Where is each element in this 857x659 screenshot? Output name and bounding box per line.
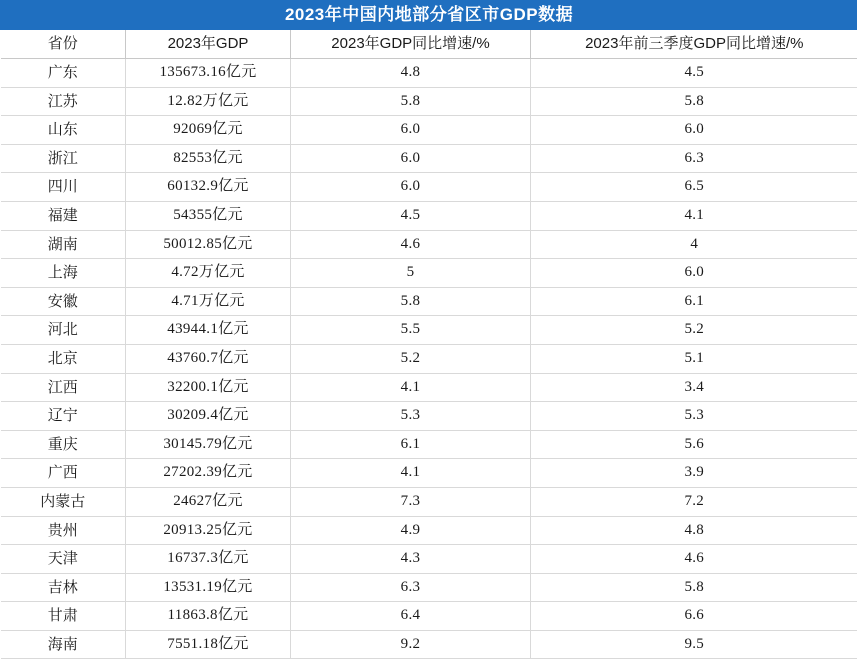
table-row (1, 630, 857, 659)
cell-q3-growth-rate: 4.1 (531, 201, 857, 230)
cell-gdp: 11863.8亿元 (126, 602, 291, 631)
table-row (1, 602, 857, 631)
cell-q3-growth-rate: 4.5 (531, 59, 857, 88)
table-row (1, 344, 857, 373)
table-row (1, 87, 857, 116)
table-row (1, 287, 857, 316)
cell-growth-rate: 4.1 (291, 459, 531, 488)
table-title: 2023年中国内地部分省区市GDP数据 (1, 1, 857, 30)
cell-growth-rate: 5.2 (291, 344, 531, 373)
cell-province: 湖南 (1, 230, 126, 259)
cell-province: 天津 (1, 545, 126, 574)
cell-q3-growth-rate: 5.8 (531, 87, 857, 116)
column-header-province: 省份 (1, 30, 126, 59)
cell-growth-rate: 4.3 (291, 545, 531, 574)
cell-province: 吉林 (1, 573, 126, 602)
cell-province: 重庆 (1, 430, 126, 459)
cell-growth-rate: 4.8 (291, 59, 531, 88)
cell-q3-growth-rate: 5.6 (531, 430, 857, 459)
cell-province: 江西 (1, 373, 126, 402)
cell-province: 河北 (1, 316, 126, 345)
cell-gdp: 4.72万亿元 (126, 259, 291, 288)
table-row (1, 545, 857, 574)
cell-growth-rate: 6.4 (291, 602, 531, 631)
cell-growth-rate: 5.5 (291, 316, 531, 345)
cell-q3-growth-rate: 6.3 (531, 144, 857, 173)
cell-gdp: 43760.7亿元 (126, 344, 291, 373)
cell-gdp: 30209.4亿元 (126, 402, 291, 431)
table-row (1, 573, 857, 602)
cell-q3-growth-rate: 5.2 (531, 316, 857, 345)
cell-growth-rate: 6.1 (291, 430, 531, 459)
cell-province: 浙江 (1, 144, 126, 173)
cell-gdp: 24627亿元 (126, 487, 291, 516)
cell-gdp: 4.71万亿元 (126, 287, 291, 316)
cell-gdp: 13531.19亿元 (126, 573, 291, 602)
cell-province: 山东 (1, 116, 126, 145)
cell-gdp: 30145.79亿元 (126, 430, 291, 459)
cell-gdp: 27202.39亿元 (126, 459, 291, 488)
cell-growth-rate: 4.9 (291, 516, 531, 545)
cell-gdp: 50012.85亿元 (126, 230, 291, 259)
cell-growth-rate: 5.3 (291, 402, 531, 431)
cell-q3-growth-rate: 7.2 (531, 487, 857, 516)
cell-growth-rate: 4.6 (291, 230, 531, 259)
cell-growth-rate: 5.8 (291, 287, 531, 316)
cell-province: 北京 (1, 344, 126, 373)
cell-q3-growth-rate: 6.0 (531, 116, 857, 145)
table-row (1, 459, 857, 488)
cell-province: 贵州 (1, 516, 126, 545)
table-row (1, 116, 857, 145)
cell-gdp: 60132.9亿元 (126, 173, 291, 202)
table-row (1, 230, 857, 259)
cell-gdp: 54355亿元 (126, 201, 291, 230)
cell-province: 广西 (1, 459, 126, 488)
cell-q3-growth-rate: 6.5 (531, 173, 857, 202)
cell-growth-rate: 6.0 (291, 173, 531, 202)
cell-growth-rate: 9.2 (291, 630, 531, 659)
cell-growth-rate: 6.0 (291, 144, 531, 173)
cell-q3-growth-rate: 6.6 (531, 602, 857, 631)
cell-growth-rate: 6.3 (291, 573, 531, 602)
cell-q3-growth-rate: 4 (531, 230, 857, 259)
table-row (1, 373, 857, 402)
cell-province: 福建 (1, 201, 126, 230)
cell-province: 四川 (1, 173, 126, 202)
cell-gdp: 135673.16亿元 (126, 59, 291, 88)
cell-province: 内蒙古 (1, 487, 126, 516)
cell-growth-rate: 5.8 (291, 87, 531, 116)
cell-q3-growth-rate: 3.4 (531, 373, 857, 402)
cell-gdp: 20913.25亿元 (126, 516, 291, 545)
column-header-gdp: 2023年GDP (126, 30, 291, 59)
table-row (1, 201, 857, 230)
cell-q3-growth-rate: 6.0 (531, 259, 857, 288)
table-row (1, 487, 857, 516)
cell-province: 江苏 (1, 87, 126, 116)
cell-q3-growth-rate: 3.9 (531, 459, 857, 488)
table-row (1, 144, 857, 173)
cell-province: 海南 (1, 630, 126, 659)
column-header-growth-rate: 2023年GDP同比增速/% (291, 30, 531, 59)
cell-q3-growth-rate: 4.6 (531, 545, 857, 574)
cell-q3-growth-rate: 4.8 (531, 516, 857, 545)
cell-growth-rate: 5 (291, 259, 531, 288)
cell-growth-rate: 6.0 (291, 116, 531, 145)
cell-gdp: 16737.3亿元 (126, 545, 291, 574)
table-row (1, 430, 857, 459)
cell-growth-rate: 4.5 (291, 201, 531, 230)
table-row (1, 173, 857, 202)
cell-gdp: 43944.1亿元 (126, 316, 291, 345)
cell-q3-growth-rate: 5.3 (531, 402, 857, 431)
cell-province: 上海 (1, 259, 126, 288)
cell-gdp: 32200.1亿元 (126, 373, 291, 402)
cell-q3-growth-rate: 6.1 (531, 287, 857, 316)
cell-province: 辽宁 (1, 402, 126, 431)
table-row (1, 59, 857, 88)
cell-q3-growth-rate: 5.8 (531, 573, 857, 602)
cell-gdp: 12.82万亿元 (126, 87, 291, 116)
cell-q3-growth-rate: 9.5 (531, 630, 857, 659)
column-header-q3-growth-rate: 2023年前三季度GDP同比增速/% (531, 30, 857, 59)
table-row (1, 516, 857, 545)
cell-growth-rate: 7.3 (291, 487, 531, 516)
table-row (1, 402, 857, 431)
table-title-row (1, 1, 857, 30)
table-row (1, 259, 857, 288)
cell-province: 安徽 (1, 287, 126, 316)
table-row (1, 316, 857, 345)
cell-q3-growth-rate: 5.1 (531, 344, 857, 373)
table-header-row (1, 30, 857, 59)
cell-gdp: 92069亿元 (126, 116, 291, 145)
cell-growth-rate: 4.1 (291, 373, 531, 402)
cell-gdp: 7551.18亿元 (126, 630, 291, 659)
cell-province: 甘肃 (1, 602, 126, 631)
table-body (1, 1, 857, 659)
cell-gdp: 82553亿元 (126, 144, 291, 173)
cell-province: 广东 (1, 59, 126, 88)
